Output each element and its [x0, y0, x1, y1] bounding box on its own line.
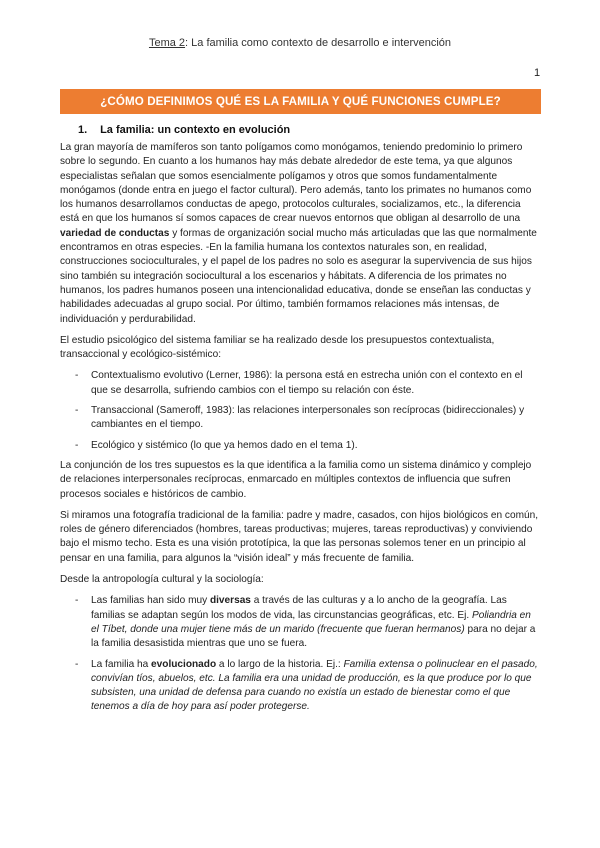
paragraph-1-start: La gran mayoría de mamíferos son tanto polígamos como monógamos, teniendo predominio lo primero sobre lo segundo. En cuanto a los humanos hay más debate alrededor de este tema, ya que algunos especialistas señalan que somos esencialmente polígamos y otros que somos fundamentalmente monógamos (donde entra en juego el factor cultural). Pero además, tanto los primates no humanos como los humanos desarrollamos conductas de apego, protocolos culturales, socializamos, etc., la diferencia está en que los humanos sí somos capaces de crear nuevos entornos que obligan al desarrollo de una	[60, 142, 532, 225]
section-title: La familia: un contexto en evolución	[100, 124, 291, 136]
section-heading	[78, 124, 290, 136]
bold-evolucionado: evolucionado	[151, 658, 217, 670]
list-text: a través de las culturas y a lo ancho de la geografía. Las familias se adaptan según los modos de vida, las circunstancias geográficas, etc. Ej.	[91, 595, 507, 621]
list-item	[60, 658, 540, 715]
header-tema-label: Tema 2	[148, 37, 186, 49]
paragraph-1-end: y formas de organización social mucho más articuladas que las que normalmente encontramos en otras especies. -En la familia humana los contextos naturales son, en realidad, construcciones socioculturales, y el papel de los padres no solo es asegurar la supervivencia de sus hijos sino también su integración sociocultural a los escenarios y hábitats. A diferencia de los primates no humanos, los padres humanos poseen una intencionalidad educativa, donde se enseñan las conductas y habilidades adecuadas al grupo social. Por último, también formamos relaciones más intensas, de individuación y perdurabilidad.	[60, 227, 537, 325]
paragraph-3: La conjunción de los tres supuestos es la que identifica a la familia como un sistema dinámico y complejo de relaciones interpersonales recíprocas, enmarcado en múltiples contextos de influencia que sufren procesos sociales e históricos de cambio.	[60, 459, 532, 500]
antropologia-list	[60, 594, 540, 714]
page-number: 1	[534, 67, 541, 79]
paragraph-4: Si miramos una fotografía tradicional de la familia: padre y madre, casados, con hijos biológicos en común, roles de género diferenciados (hombres, tareas productivas; mujeres, tareas reproductivas) y conviviendo bajo el mismo techo. Esta es una visión prototípica, la que las personas solemos tener en un principio al pensar en una familia, para algunos la “visión ideal” y más frecuente de familia.	[60, 509, 539, 564]
header-title: : La familia como contexto de desarrollo e intervención	[185, 37, 452, 49]
paragraph-2: El estudio psicológico del sistema familiar se ha realizado desde los presupuestos contextualista, transaccional y ecológico-sistémico:	[60, 334, 495, 361]
page-header	[0, 37, 600, 49]
list-text: Las familias han sido muy	[91, 595, 208, 607]
body-text	[60, 141, 540, 721]
list-item: - Ecológico y sistémico (lo que ya hemos dado en el tema 1).	[60, 439, 540, 453]
list-text: La familia ha	[91, 658, 149, 670]
list-item	[60, 594, 540, 651]
paragraph-1	[60, 141, 540, 327]
list-item: - Transaccional (Sameroff, 1983): las relaciones interpersonales son recíprocas (bidireccionales) y cambiantes en el tiempo.	[60, 404, 540, 433]
list-text: para no dejar a la familia desasistida mientras que uno se fuera.	[91, 623, 536, 650]
list-item: - Contextualismo evolutivo (Lerner, 1986): la persona está en estrecha unión con el contexto en el que se desarrolla, sufriendo cambios con el tiempo su relación con éste.	[60, 369, 540, 398]
section-banner: ¿CÓMO DEFINIMOS QUÉ ES LA FAMILIA Y QUÉ FUNCIONES CUMPLE?	[60, 89, 541, 114]
section-number: 1.	[78, 124, 88, 136]
supuestos-list	[60, 369, 540, 452]
example-italic: Poliandria en el Tíbet, donde una mujer tiene más de un marido (frecuente que fueran hermanos)	[91, 609, 531, 635]
list-text: a lo largo de la historia. Ej.:	[218, 658, 341, 670]
bold-variedad-conductas: variedad de conductas	[60, 227, 170, 239]
bold-diversas: diversas	[209, 595, 251, 607]
paragraph-5: Desde la antropología cultural y la sociología:	[60, 574, 264, 586]
example-italic: Familia extensa o polinuclear en el pasado, convivían tíos, abuelos, etc. La familia era una unidad de producción, es la que produce por lo que subsisten, una unidad de defensa para cuando no existía un estado de bienestar como el que tenemos a día de hoy para así poder protegerse.	[91, 658, 538, 713]
